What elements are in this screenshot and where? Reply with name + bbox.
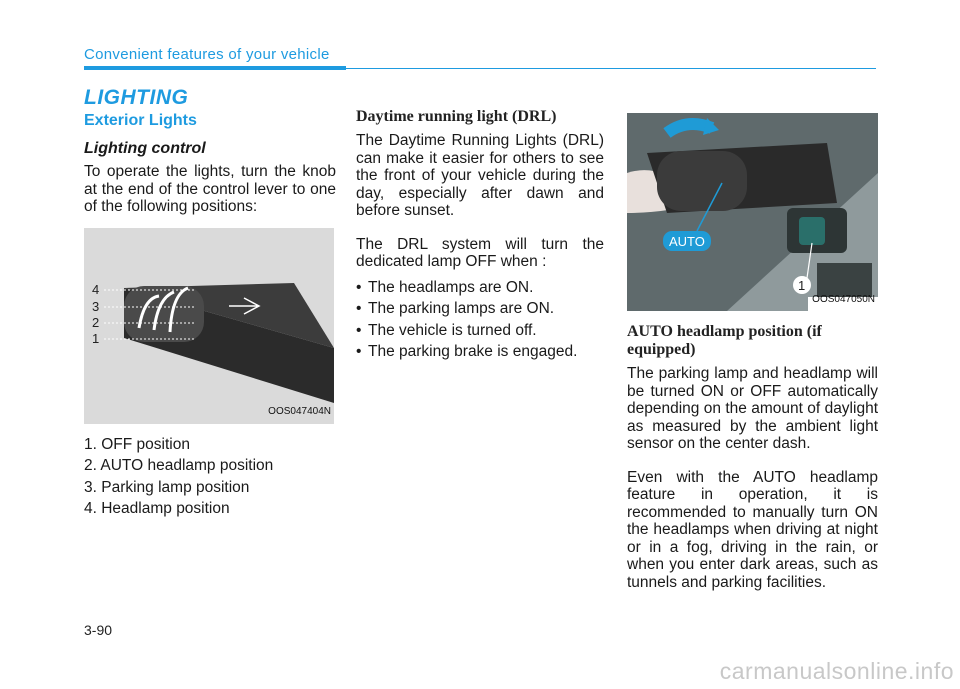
sensor-button-icon [799, 217, 825, 245]
auto-para-2: Even with the AUTO headlamp feature in operation, it is recommended to manually turn ON the headlamps when driving at night or in a fog, driving in the rain, or when you enter dark areas, such as tunnels and parking facilities. [627, 468, 878, 591]
lever-label-3: 3 [92, 298, 100, 314]
lever-figure [84, 228, 334, 424]
figure-caption: OOS047050N [812, 293, 875, 305]
drl-bullet-list [356, 279, 604, 361]
list-item: 2. AUTO headlamp position [84, 457, 274, 474]
auto-lever-illustration [627, 113, 878, 311]
header-bar [84, 66, 346, 70]
list-item: 4. Headlamp position [84, 500, 230, 517]
header-rule [346, 68, 876, 69]
exterior-lights-heading: Exterior Lights [84, 112, 197, 129]
lighting-control-heading: Lighting control [84, 139, 206, 157]
drl-para-2: The DRL system will turn the dedicated lamp OFF when : [356, 235, 604, 270]
page-title: LIGHTING [84, 86, 189, 109]
auto-para-1: The parking lamp and headlamp will be turned ON or OFF automatically depending on the amount of daylight as measured by the ambient light sensor on the center dash. [627, 365, 878, 452]
lever-label-1: 1 [92, 330, 100, 346]
list-item: • The parking lamps are ON. [356, 300, 604, 318]
light-lever-illustration [84, 228, 334, 424]
auto-label: AUTO [669, 234, 705, 249]
list-item: 3. Parking lamp position [84, 478, 250, 496]
list-item: • The parking brake is engaged. [356, 343, 604, 361]
list-item: 1. OFF position [84, 435, 190, 453]
lever-label-2: 2 [92, 314, 100, 330]
auto-headlamp-heading: AUTO headlamp position (if equipped) [627, 323, 822, 358]
list-item: • The vehicle is turned off. [356, 322, 604, 340]
column-1 [84, 112, 336, 522]
auto-figure [627, 113, 878, 311]
lighting-intro: To operate the lights, turn the knob at the end of the control lever to one of the following positions: [84, 163, 336, 215]
column-2 [356, 108, 604, 365]
sensor-label-1: 1 [798, 278, 806, 293]
drl-para-1: The Daytime Running Lights (DRL) can make it easier for others to see the front of your vehicle during the day, especially after dawn and before sunset. [356, 132, 604, 219]
lever-label-4: 4 [92, 281, 100, 297]
page-number: 3-90 [84, 622, 113, 638]
list-item: • The headlamps are ON. [356, 279, 604, 297]
column-3 [627, 113, 878, 591]
drl-heading: Daytime running light (DRL) [356, 108, 557, 125]
figure-caption: OOS047404N [268, 406, 331, 417]
watermark: carmanualsonline.info [719, 658, 954, 684]
position-list [84, 436, 336, 518]
section-header: Convenient features of your vehicle [84, 46, 330, 63]
